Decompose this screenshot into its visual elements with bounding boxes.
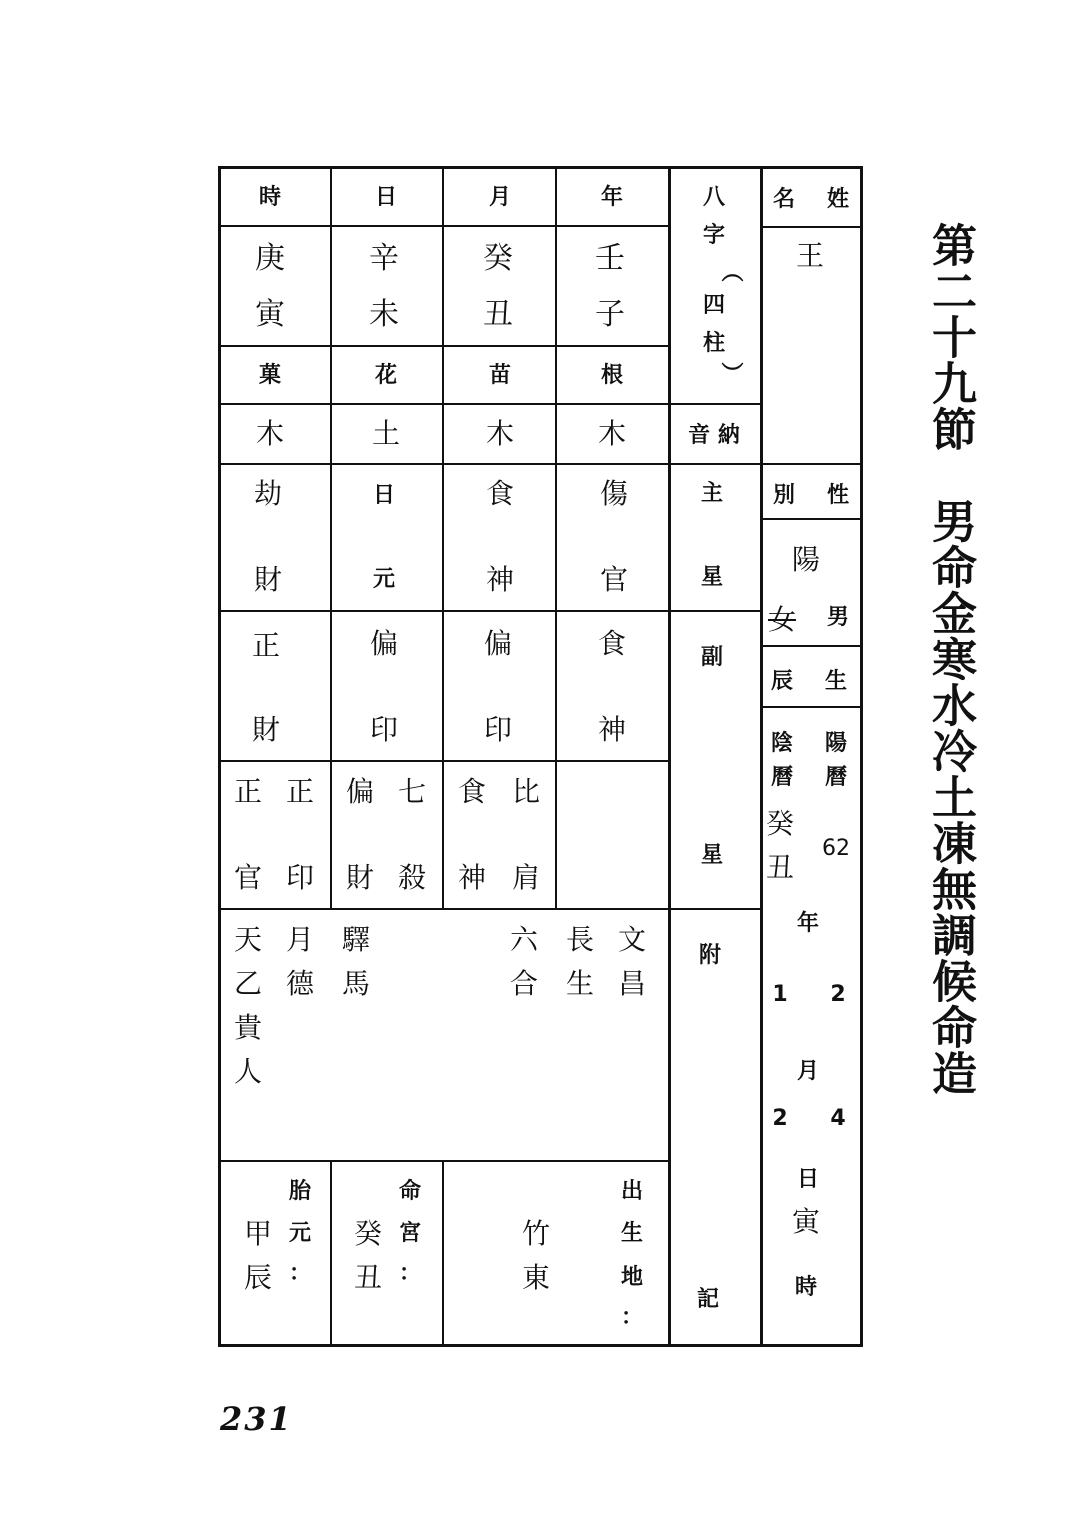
shensha-item: 昌	[617, 967, 646, 1000]
gender-label: 性	[826, 482, 849, 508]
minggong-label: ：	[398, 1260, 421, 1286]
birth-label: 辰	[770, 668, 793, 694]
hidden-star-day: 財	[345, 861, 374, 894]
year-word: 年	[796, 910, 819, 936]
row-divider	[760, 518, 863, 520]
vice-star-month: 偏	[483, 627, 512, 660]
vice-star-year: 食	[597, 627, 626, 660]
nayin-hour: 木	[255, 417, 284, 450]
growth-label-month: 苗	[488, 362, 511, 388]
earthly-branch-year: 子	[595, 297, 625, 332]
shensha-item: 六	[509, 923, 538, 956]
heavenly-stem-hour: 庚	[255, 241, 285, 276]
hidden-star-hour: 正	[233, 775, 262, 808]
birthplace-value: 竹	[521, 1217, 550, 1250]
vice-star-label: 副	[700, 644, 723, 670]
shensha-item: 乙	[233, 967, 262, 1000]
solar-calendar-label: 陽	[824, 730, 847, 756]
table-top-border	[218, 166, 863, 169]
taiyuan-label: 元	[288, 1220, 311, 1246]
day-digit: 4	[830, 1106, 846, 1131]
shensha-item: 合	[509, 967, 538, 1000]
heavenly-stem-year: 壬	[595, 241, 625, 276]
section-number: 第二十九節	[924, 222, 977, 452]
earthly-branch-month: 丑	[483, 297, 513, 332]
taiyuan-value: 辰	[243, 1261, 272, 1294]
vice-star-month: 印	[483, 713, 512, 746]
shensha-item: 人	[233, 1055, 262, 1088]
main-star-label: 星	[700, 564, 723, 590]
name-value: 王	[795, 239, 824, 272]
hidden-star-hour: 印	[285, 861, 314, 894]
vice-star-day: 偏	[369, 627, 398, 660]
bazi-heading-char: 柱	[702, 330, 725, 356]
hidden-star-month: 食	[457, 775, 486, 808]
column-divider	[555, 166, 557, 910]
birthplace-label: ：	[620, 1304, 643, 1330]
gender-male: 男	[826, 604, 849, 630]
growth-label-year: 根	[600, 362, 623, 388]
main-star-year: 官	[599, 563, 628, 596]
lunar-year: 丑	[765, 851, 794, 884]
taiyuan-label: 胎	[288, 1178, 311, 1204]
notes-label: 記	[696, 1286, 719, 1312]
row-divider	[218, 908, 763, 910]
pillar-header-day: 日	[374, 184, 397, 210]
hidden-star-day: 七	[397, 775, 426, 808]
hidden-star-month: 肩	[511, 861, 540, 894]
birthplace-label: 出	[620, 1178, 643, 1204]
pillar-header-year: 年	[600, 184, 623, 210]
vice-star-label: 星	[700, 842, 723, 868]
title-gap	[924, 452, 977, 498]
main-star-year: 傷	[599, 477, 628, 510]
row-divider	[218, 1160, 670, 1162]
row-divider	[218, 225, 670, 227]
gender-yang: 陽	[791, 543, 820, 576]
month-word: 月	[796, 1058, 819, 1084]
day-word: 日	[796, 1166, 819, 1192]
vice-star-year: 神	[597, 713, 626, 746]
notes-label: 附	[698, 942, 721, 968]
page-number: 231	[220, 1400, 293, 1438]
pillar-header-hour: 時	[258, 184, 281, 210]
nayin-month: 木	[485, 417, 514, 450]
month-digit: 2	[830, 982, 846, 1007]
main-star-day: 日	[372, 482, 395, 508]
main-star-hour: 劫	[253, 477, 282, 510]
hour-word: 時	[794, 1274, 817, 1300]
main-star-month: 食	[485, 477, 514, 510]
bazi-heading-char: 八	[702, 184, 725, 210]
vice-star-day: 印	[369, 713, 398, 746]
birthplace-label: 地	[620, 1264, 643, 1290]
birth-label: 生	[824, 668, 847, 694]
bazi-heading-char: 字	[702, 222, 725, 248]
solar-year: 62	[822, 836, 850, 861]
hidden-star-day: 偏	[345, 775, 374, 808]
shensha-item: 德	[285, 967, 314, 1000]
day-digit: 2	[772, 1106, 788, 1131]
hidden-star-month: 神	[457, 861, 486, 894]
row-divider	[218, 403, 763, 405]
main-star-hour: 財	[253, 563, 282, 596]
lunar-calendar-label: 陰	[770, 730, 793, 756]
shensha-item: 月	[285, 923, 314, 956]
main-star-month: 神	[485, 563, 514, 596]
minggong-value: 丑	[353, 1261, 382, 1294]
nayin-year: 木	[597, 417, 626, 450]
earthly-branch-day: 未	[369, 297, 399, 332]
heavenly-stem-month: 癸	[483, 241, 513, 276]
chapter-subject: 男命金寒水冷土凍無調候命造	[924, 498, 977, 1096]
name-label: 名	[772, 186, 795, 212]
row-divider	[218, 760, 670, 762]
table-left-border	[218, 166, 221, 1347]
row-divider	[218, 345, 670, 347]
pillar-header-month: 月	[488, 184, 511, 210]
gender-label: 別	[772, 482, 795, 508]
lunar-calendar-label: 曆	[770, 764, 793, 790]
main-star-day: 元	[372, 566, 395, 592]
earthly-branch-hour: 寅	[255, 297, 285, 332]
taiyuan-label: ：	[288, 1260, 311, 1286]
vice-star-hour: 財	[251, 713, 280, 746]
column-divider	[760, 166, 763, 1347]
shensha-item: 文	[617, 923, 646, 956]
name-label: 姓	[826, 186, 849, 212]
growth-label-hour: 菓	[258, 362, 281, 388]
nayin-day: 土	[371, 417, 400, 450]
hidden-star-day: 殺	[397, 861, 426, 894]
hour-branch: 寅	[791, 1205, 820, 1238]
shensha-item: 馬	[341, 967, 370, 1000]
table-right-border	[860, 166, 863, 1347]
shensha-item: 長	[565, 923, 594, 956]
row-divider	[760, 645, 863, 647]
bazi-heading-char: ）	[718, 362, 744, 384]
birthplace-value: 東	[521, 1261, 550, 1294]
lunar-year: 癸	[765, 807, 794, 840]
chapter-title	[918, 222, 977, 1096]
bazi-heading-char: 四	[702, 292, 725, 318]
gender-female-struck: 女	[767, 603, 796, 636]
hidden-star-hour: 正	[285, 775, 314, 808]
heavenly-stem-day: 辛	[369, 241, 399, 276]
column-divider	[330, 1162, 332, 1346]
shensha-item: 驛	[341, 923, 370, 956]
solar-calendar-label: 曆	[824, 764, 847, 790]
shensha-item: 生	[565, 967, 594, 1000]
shensha-item: 天	[233, 923, 262, 956]
row-divider	[218, 463, 863, 465]
month-digit: 1	[772, 982, 788, 1007]
column-divider	[442, 1162, 444, 1346]
row-divider	[218, 610, 763, 612]
shensha-item: 貴	[233, 1011, 262, 1044]
main-star-label: 主	[700, 480, 723, 506]
row-divider	[760, 706, 863, 708]
table-bottom-border	[218, 1344, 863, 1347]
hidden-star-month: 比	[511, 775, 540, 808]
minggong-label: 命	[398, 1178, 421, 1204]
growth-label-day: 花	[374, 362, 397, 388]
taiyuan-value: 甲	[243, 1217, 272, 1250]
vice-star-hour: 正	[251, 629, 280, 662]
row-divider	[760, 226, 863, 228]
column-divider	[668, 166, 671, 1347]
birthplace-label: 生	[620, 1220, 643, 1246]
minggong-label: 宮	[398, 1220, 421, 1246]
bazi-heading-char: （	[718, 260, 744, 282]
hidden-star-hour: 官	[233, 861, 262, 894]
minggong-value: 癸	[353, 1217, 382, 1250]
nayin-label: 音 納	[688, 422, 740, 448]
